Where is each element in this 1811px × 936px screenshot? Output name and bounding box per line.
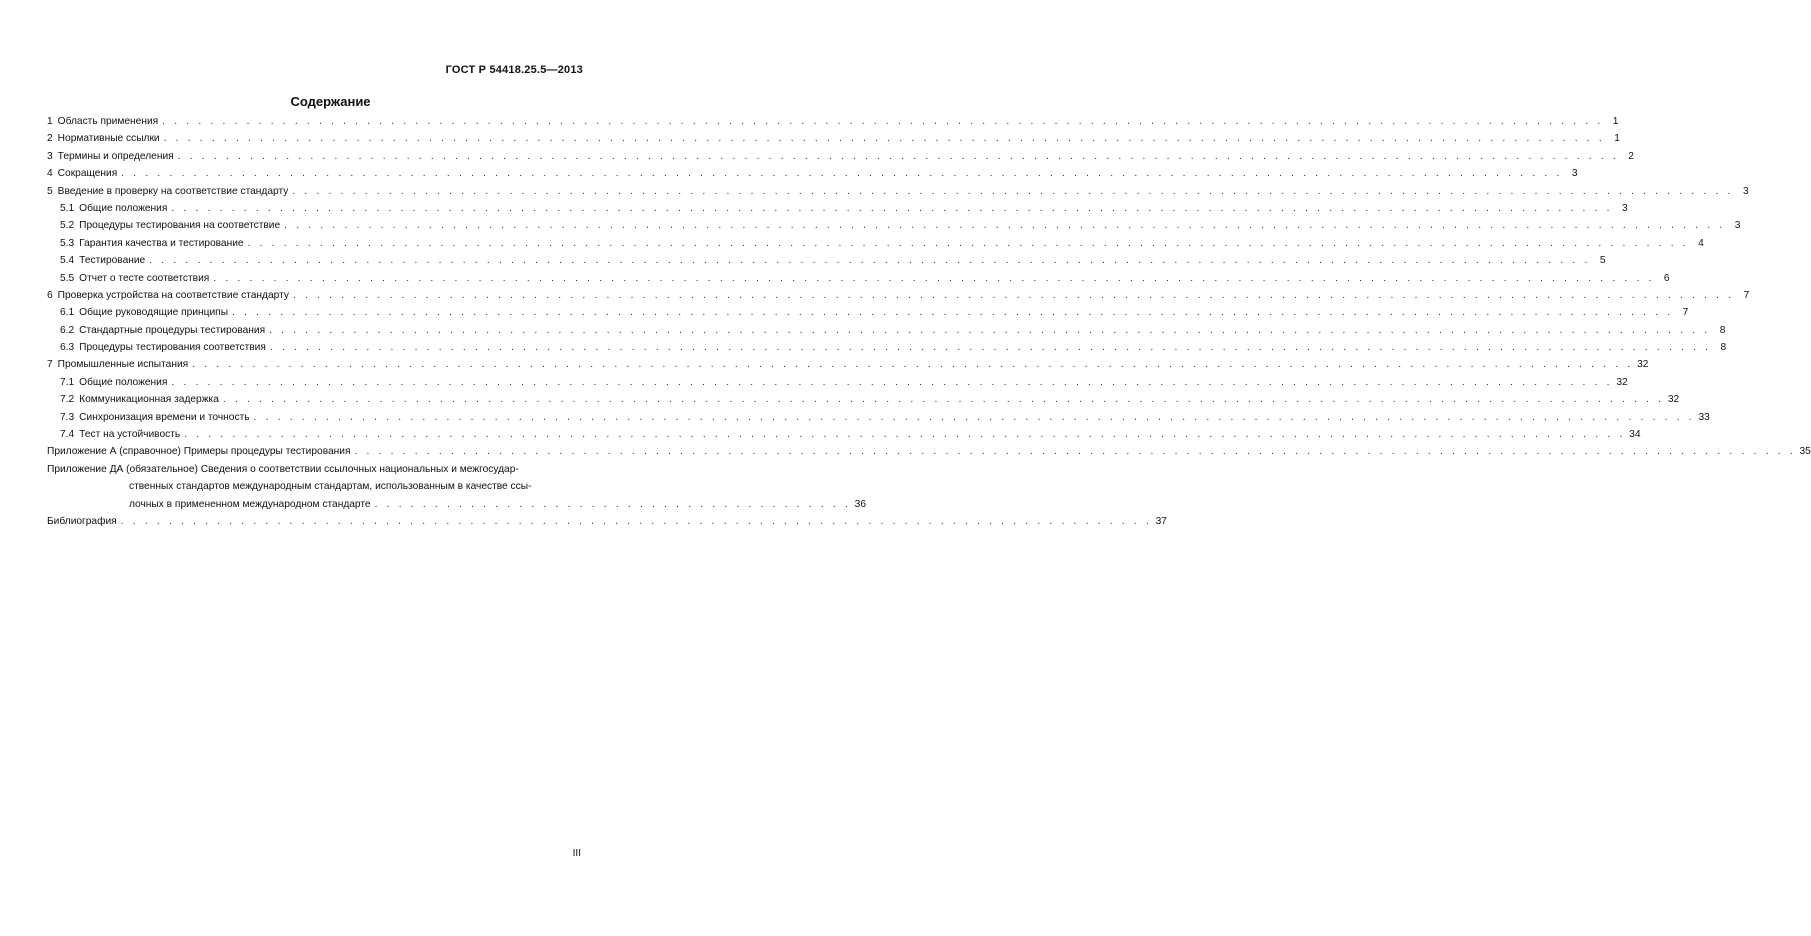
toc-entry-label: Сокращения	[57, 168, 118, 180]
toc-entry[interactable]	[47, 148, 1634, 165]
toc-entry-page: 7	[1743, 289, 1750, 301]
table-of-contents	[47, 113, 1811, 530]
toc-entry-number: 6.2	[60, 324, 75, 336]
toc-entry-label: Коммуникационная задержка	[79, 394, 219, 406]
leader-dots: . . . . . . . . . . . . . . . . . . . . . . . . . . . . . . . . . . . . . . . . . . . . . . . . . . . . . . . . . . . . . . . . . . . . . . . . . . . . . . . . . . . . . . . . . . . . . . . . . . . . . . . . . . . . . . . . . . . . . . . .	[222, 394, 1665, 406]
toc-entry[interactable]	[47, 391, 1680, 408]
toc-entry-label: Общие положения	[79, 202, 168, 214]
leader-dots: . . . . . . . . . . . . . . . . . . . . . . . . . . . . . . . . . . . . . . . . . . . . . . . . . . . . . . . . . . . . . . . . . . . . . . . . . . . . . . . . . . . . . . . . . . . . . . . . . . . . . . . . . . . . . . . . . . . . . . . .	[232, 307, 1674, 319]
toc-entry-label: Гарантия качества и тестирование	[79, 237, 244, 249]
toc-entry-label: ственных стандартов международным стандартам, использованным в качестве ссы-	[129, 481, 532, 493]
toc-entry[interactable]	[47, 322, 1726, 339]
toc-entry-page: 34	[1629, 429, 1641, 441]
toc-entry-page: 32	[1667, 394, 1680, 406]
toc-entry-label: лочных в примененном международном стандарте	[129, 498, 371, 510]
toc-entry-page: 6	[1663, 272, 1670, 284]
toc-entry-page: 32	[1637, 359, 1649, 371]
leader-dots: . . . . . . . . . . . . . . . . . . . . . . . . . . . . . . . . . . . . . . . . . . . . . . . . . . . . . . . . . . . . . . . . . . . . . . . . . . . . . . . . . . . . . . . . . . . . . . . . . . . . . . . . . . . . . . . . . . . . . . . .	[149, 255, 1591, 267]
toc-entry-page: 32	[1616, 376, 1628, 388]
leader-dots: . . . . . . . . . . . . . . . . . . . . . . . . . . . . . . . . . . . . . . . . . . . . . . . . . . . . . . . . . . . . . . . . . . . . . . . . . . . . . . . . . . . . . . . . . . . . . . . . . . . . . . . . . . . . . . . . . . . . . . . .	[121, 168, 1563, 180]
page-number: III	[572, 848, 581, 859]
toc-entry-number: 7.4	[60, 429, 75, 441]
toc-entry[interactable]	[47, 200, 1628, 217]
toc-entry[interactable]	[47, 356, 1649, 373]
toc-entry-appendix-da[interactable]	[47, 461, 867, 513]
toc-entry[interactable]	[47, 409, 1710, 426]
toc-entry[interactable]	[47, 235, 1704, 252]
toc-entry[interactable]	[47, 339, 1727, 356]
toc-entry-page: 35	[1799, 446, 1811, 458]
toc-entry-label: Тестирование	[79, 255, 146, 267]
toc-entry-label: Общие положения	[79, 376, 168, 388]
toc-entry-page: 33	[1698, 411, 1710, 423]
toc-entry[interactable]	[47, 443, 1811, 460]
page-title: Содержание	[290, 94, 371, 109]
leader-dots: . . . . . . . . . . . . . . . . . . . . . . . . . . . . . . . . . . . . . . . . . . . . . . . . . . . . . . . . . . . . . . . . . . . . . . . . . . . . . . . . . . . . . . . . . . . . . . . . . . . . . . . . . . . . . . . . . . . . . . . .	[253, 411, 1695, 423]
toc-entry[interactable]	[47, 217, 1741, 234]
toc-entry-label: Термины и определения	[57, 150, 174, 162]
toc-entry-number: 3	[47, 150, 53, 162]
leader-dots: . . . . . . . . . . . . . . . . . . . . . . . . . . . . . . . . . . . . . . . . . . . . . . . . . . . . . . . . . . . . . . . . . . . . . . . . . . . . . . . . . . . . . .	[120, 516, 1152, 528]
leader-dots: . . . . . . . . . . . . . . . . . . . . . . . . . . . . . . . . . . . . . . . . . . . . . . . . . . . . . . . . . . . . . . . . . . . . . . . . . . . . . . . . . . . . . . . . . . . . . . . . . . . . . . . . . . . . . . . . . . . . . . . .	[292, 185, 1734, 197]
toc-entry-label: Синхронизация времени и точность	[79, 411, 250, 423]
toc-entry-number: 5.4	[60, 255, 75, 267]
leader-dots: . . . . . . . . . . . . . . . . . . . . . . . . . . . . . . . . . . . . . . . .	[374, 498, 852, 510]
toc-entry-page: 4	[1698, 237, 1704, 249]
toc-entry-number: 6	[47, 289, 53, 301]
leader-dots: . . . . . . . . . . . . . . . . . . . . . . . . . . . . . . . . . . . . . . . . . . . . . . . . . . . . . . . . . . . . . . . . . . . . . . . . . . . . . . . . . . . . . . . . . . . . . . . . . . . . . . . . . . . . . . . . . . . . . . . .	[213, 272, 1655, 284]
toc-entry[interactable]	[47, 270, 1670, 287]
leader-dots: . . . . . . . . . . . . . . . . . . . . . . . . . . . . . . . . . . . . . . . . . . . . . . . . . . . . . . . . . . . . . . . . . . . . . . . . . . . . . . . . . . . . . . . . . . . . . . . . . . . . . . . . . . . . . . . . . . . . . . . .	[171, 202, 1613, 214]
leader-dots: . . . . . . . . . . . . . . . . . . . . . . . . . . . . . . . . . . . . . . . . . . . . . . . . . . . . . . . . . . . . . . . . . . . . . . . . . . . . . . . . . . . . . . . . . . . . . . . . . . . . . . . . . . . . . . . . . . . . . . . .	[354, 446, 1796, 458]
toc-entry-number: 5.5	[60, 272, 75, 284]
toc-entry-page: 1	[1614, 133, 1620, 145]
leader-dots: . . . . . . . . . . . . . . . . . . . . . . . . . . . . . . . . . . . . . . . . . . . . . . . . . . . . . . . . . . . . . . . . . . . . . . . . . . . . . . . . . . . . . . . . . . . . . . . . . . . . . . . . . . . . . . . . . . . . . . . .	[177, 150, 1619, 162]
toc-entry-number: 7.3	[60, 411, 75, 423]
toc-entry-number: 7.2	[60, 394, 75, 406]
toc-entry-page: 3	[1622, 202, 1628, 214]
toc-entry[interactable]	[47, 113, 1619, 130]
toc-entry-page: 8	[1720, 342, 1727, 354]
toc-entry-label: Общие руководящие принципы	[79, 307, 229, 319]
leader-dots: . . . . . . . . . . . . . . . . . . . . . . . . . . . . . . . . . . . . . . . . . . . . . . . . . . . . . . . . . . . . . . . . . . . . . . . . . . . . . . . . . . . . . . . . . . . . . . . . . . . . . . . . . . . . . . . . . . . . . . . .	[269, 342, 1712, 354]
leader-dots: . . . . . . . . . . . . . . . . . . . . . . . . . . . . . . . . . . . . . . . . . . . . . . . . . . . . . . . . . . . . . . . . . . . . . . . . . . . . . . . . . . . . . . . . . . . . . . . . . . . . . . . . . . . . . . . . . . . . . . . .	[247, 237, 1689, 249]
toc-entry-number: 2	[47, 133, 53, 145]
leader-dots: . . . . . . . . . . . . . . . . . . . . . . . . . . . . . . . . . . . . . . . . . . . . . . . . . . . . . . . . . . . . . . . . . . . . . . . . . . . . . . . . . . . . . . . . . . . . . . . . . . . . . . . . . . . . . . . . . . . . . . . .	[184, 429, 1626, 441]
toc-entry-label: Процедуры тестирования на соответствие	[79, 220, 281, 232]
toc-entry-page: 2	[1628, 150, 1634, 162]
toc-entry-page: 37	[1155, 516, 1167, 528]
toc-entry-label: Стандартные процедуры тестирования	[79, 324, 266, 336]
toc-entry-number: 5	[47, 185, 53, 197]
toc-entry[interactable]	[47, 183, 1749, 200]
toc-entry-number: 5.2	[60, 220, 75, 232]
toc-entry-page: 8	[1719, 324, 1726, 336]
toc-entry[interactable]	[47, 252, 1606, 269]
toc-entry-page: 7	[1682, 307, 1689, 319]
toc-entry-label: Область применения	[57, 116, 159, 127]
leader-dots: . . . . . . . . . . . . . . . . . . . . . . . . . . . . . . . . . . . . . . . . . . . . . . . . . . . . . . . . . . . . . . . . . . . . . . . . . . . . . . . . . . . . . . . . . . . . . . . . . . . . . . . . . . . . . . . . . . . . . . . .	[171, 376, 1613, 388]
toc-entry-label: Нормативные ссылки	[57, 133, 160, 145]
toc-entry-number: 5.1	[60, 202, 75, 214]
toc-entry[interactable]	[47, 304, 1689, 321]
toc-entry-number: 7	[47, 359, 53, 371]
toc-entry[interactable]	[47, 426, 1641, 443]
toc-entry[interactable]	[47, 130, 1620, 147]
toc-entry-label: Приложение ДА (обязательное) Сведения о соответствии ссылочных национальных и межгосудар-	[47, 463, 519, 475]
toc-entry-label: Тест на устойчивость	[79, 429, 181, 441]
leader-dots: . . . . . . . . . . . . . . . . . . . . . . . . . . . . . . . . . . . . . . . . . . . . . . . . . . . . . . . . . . . . . . . . . . . . . . . . . . . . . . . . . . . . . . . . . . . . . . . . . . . . . . . . . . . . . . . . . . . . . . . .	[269, 324, 1711, 336]
leader-dots: . . . . . . . . . . . . . . . . . . . . . . . . . . . . . . . . . . . . . . . . . . . . . . . . . . . . . . . . . . . . . . . . . . . . . . . . . . . . . . . . . . . . . . . . . . . . . . . . . . . . . . . . . . . . . . . . . . . . . . . .	[162, 116, 1604, 127]
toc-entry-number: 6.1	[60, 307, 75, 319]
document-number: ГОСТ Р 54418.25.5—2013	[445, 64, 583, 76]
toc-entry[interactable]	[47, 374, 1628, 391]
toc-entry-number: 4	[47, 168, 53, 180]
toc-entry-bibliography[interactable]	[47, 513, 1167, 530]
toc-entry-page: 3	[1734, 220, 1741, 232]
leader-dots: . . . . . . . . . . . . . . . . . . . . . . . . . . . . . . . . . . . . . . . . . . . . . . . . . . . . . . . . . . . . . . . . . . . . . . . . . . . . . . . . . . . . . . . . . . . . . . . . . . . . . . . . . . . . . . . . . . . . . . . .	[163, 133, 1605, 145]
toc-entry-page: 3	[1571, 168, 1578, 180]
toc-entry-label: Отчет о тесте соответствия	[79, 272, 210, 284]
toc-entry-label: Процедуры тестирования соответствия	[79, 342, 266, 354]
toc-entry-label: Приложение А (справочное) Примеры процедуры тестирования	[47, 446, 351, 458]
toc-entry-number: 6.3	[60, 342, 75, 354]
toc-entry[interactable]	[47, 165, 1578, 182]
toc-entry-page: 36	[854, 498, 867, 510]
leader-dots: . . . . . . . . . . . . . . . . . . . . . . . . . . . . . . . . . . . . . . . . . . . . . . . . . . . . . . . . . . . . . . . . . . . . . . . . . . . . . . . . . . . . . . . . . . . . . . . . . . . . . . . . . . . . . . . . . . . . . . . .	[292, 289, 1735, 301]
toc-entry[interactable]	[47, 287, 1750, 304]
toc-entry-label: Библиография	[47, 516, 117, 528]
toc-entry-page: 3	[1742, 185, 1749, 197]
toc-entry-label: Введение в проверку на соответствие стандарту	[57, 185, 289, 197]
toc-entry-number: 5.3	[60, 237, 75, 249]
toc-entry-page: 5	[1599, 255, 1606, 267]
toc-entry-label: Проверка устройства на соответствие стандарту	[57, 289, 289, 301]
leader-dots: . . . . . . . . . . . . . . . . . . . . . . . . . . . . . . . . . . . . . . . . . . . . . . . . . . . . . . . . . . . . . . . . . . . . . . . . . . . . . . . . . . . . . . . . . . . . . . . . . . . . . . . . . . . . . . . . . . . . . . . .	[192, 359, 1634, 371]
leader-dots: . . . . . . . . . . . . . . . . . . . . . . . . . . . . . . . . . . . . . . . . . . . . . . . . . . . . . . . . . . . . . . . . . . . . . . . . . . . . . . . . . . . . . . . . . . . . . . . . . . . . . . . . . . . . . . . . . . . . . . . .	[284, 220, 1726, 232]
toc-entry-number: 1	[47, 116, 53, 127]
toc-entry-page: 1	[1612, 116, 1619, 127]
toc-entry-label: Промышленные испытания	[57, 359, 189, 371]
toc-entry-number: 7.1	[60, 376, 75, 388]
